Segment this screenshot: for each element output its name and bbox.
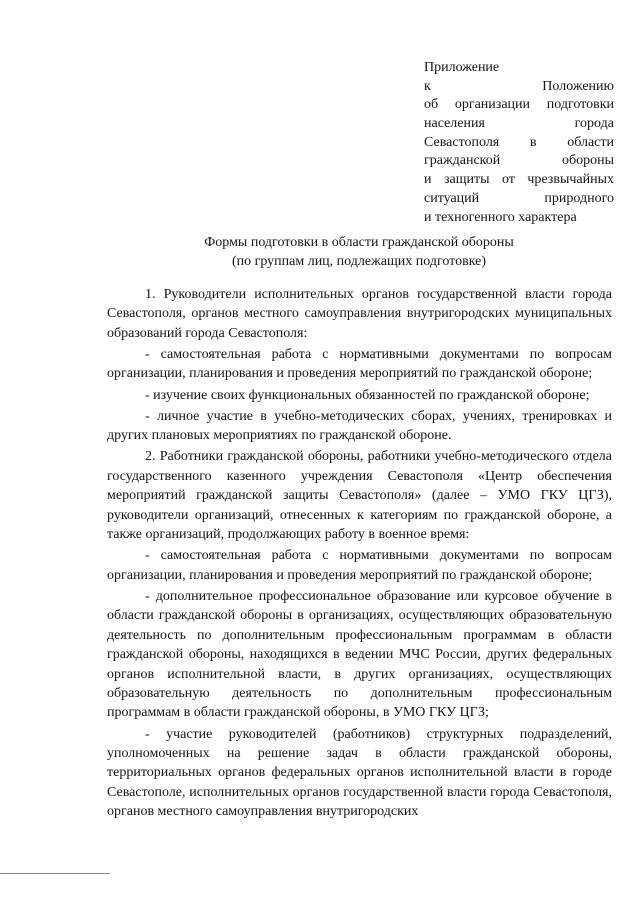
list-item: - личное участие в учебно-методических сборах, учениях, тренировках и других плановых мероприятиях по гражданской обороне. bbox=[107, 408, 612, 444]
footnote-divider bbox=[0, 873, 110, 874]
appendix-block bbox=[424, 59, 614, 227]
list-item: - изучение своих функциональных обязанностей по гражданской обороне; bbox=[145, 387, 590, 403]
appendix-line: и защиты от чрезвычайных bbox=[424, 172, 614, 188]
appendix-line: и техногенного характера bbox=[424, 209, 577, 225]
list-item: - самостоятельная работа с нормативными документами по вопросам организации, планирования и проведения мероприятий по гражданской обороне; bbox=[107, 347, 612, 382]
appendix-line: ситуаций природного bbox=[424, 190, 614, 206]
list-item: - самостоятельная работа с нормативными документами по вопросам организации, планирования и проведения мероприятий по гражданской обороне; bbox=[107, 548, 612, 583]
list-item: - дополнительное профессиональное образование или курсовое обучение в области гражданской обороны в организациях, осуществляющих образовательную деятельность по дополнительным профессиональным программам в области гражданской обороны, находящихся в ведении МЧС России, других федеральных органов исполнительной власти, в других организациях, осуществляющих образовательную деятельность по дополнительным профессиональным программам в области гражданской обороны, в УМО ГКУ ЦГЗ; bbox=[107, 588, 612, 721]
appendix-line: к Положению bbox=[424, 78, 614, 94]
section-2-heading: 2. Работники гражданской обороны, работники учебно-методического отдела государственного казенного учреждения Севастополя «Центр обеспечения мероприятий гражданской защиты Севастополя» (далее – УМО ГКУ ЦГЗ), руководители организаций, отнесенных к категориям по гражданской обороне, а также организаций, продолжающих работу в военное время: bbox=[107, 449, 612, 543]
appendix-line: гражданской обороны bbox=[424, 153, 614, 169]
document-body bbox=[107, 285, 612, 823]
section-1-heading: 1. Руководители исполнительных органов государственной власти города Севастополя, органов местного самоуправления внутригородских муниципальных образований города Севастополя: bbox=[107, 287, 612, 341]
title-subline: (по группам лиц, подлежащих подготовке) bbox=[231, 254, 487, 269]
document-title bbox=[100, 233, 618, 271]
title-line: Формы подготовки в области гражданской обороны bbox=[204, 235, 514, 250]
appendix-line: об организации подготовки bbox=[424, 97, 614, 113]
appendix-line: Приложение bbox=[424, 60, 500, 75]
list-item: - участие руководителей (работников) структурных подразделений, уполномоченных на решение задач в области гражданской обороны, территориальных органов федеральных органов исполнительной власти в городе Севастополе, исполнительных органов государственной власти города Севастополя, органов местного самоуправления внутригородских bbox=[107, 726, 612, 820]
appendix-line: Севастополя в области bbox=[424, 134, 614, 150]
appendix-line: населения города bbox=[424, 116, 614, 132]
